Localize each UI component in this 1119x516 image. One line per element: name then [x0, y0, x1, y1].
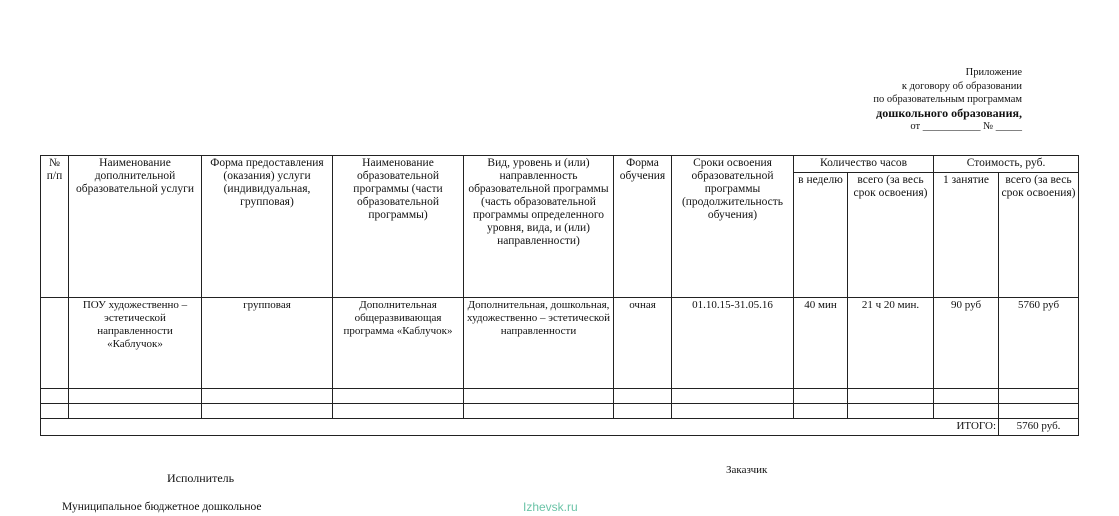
- total-value: 5760 руб.: [999, 419, 1079, 436]
- col-header-number: № п/п: [41, 156, 69, 298]
- cell-study-form: очная: [614, 298, 672, 389]
- customer-label: Заказчик: [726, 464, 768, 476]
- col-header-hours: Количество часов: [794, 156, 934, 173]
- cell-cost-total: 5760 руб: [999, 298, 1079, 389]
- col-header-study-form: Форма обучения: [614, 156, 672, 298]
- services-table: [40, 155, 1079, 436]
- table-row-empty: [41, 404, 1079, 419]
- col-header-terms: Сроки освоения образовательной программы (продолжительность обучения): [672, 156, 794, 298]
- cell-hours-week: 40 мин: [794, 298, 848, 389]
- table-total-row: [41, 419, 1079, 436]
- cell-cost-one: 90 руб: [934, 298, 999, 389]
- col-header-program-kind: Вид, уровень и (или) направленность образовательной программы (часть образовательной программы определенного уровня, вида, и (или) направленности): [464, 156, 614, 298]
- cell-service-form: групповая: [202, 298, 333, 389]
- col-header-program-name: Наименование образовательной программы (части образовательной программы): [333, 156, 464, 298]
- cell-program-name: Дополнительная общеразвивающая программа «Каблучок»: [333, 298, 464, 389]
- appendix-programs-ref: по образовательным программам: [873, 94, 1022, 105]
- executor-organization: Муниципальное бюджетное дошкольное: [62, 501, 262, 513]
- appendix-date-number: от ___________ № _____: [910, 121, 1022, 132]
- cell-number: [41, 298, 69, 389]
- cell-program-kind: Дополнительная, дошкольная, художественно – эстетической направленности: [464, 298, 614, 389]
- col-header-cost: Стоимость, руб.: [934, 156, 1079, 173]
- appendix-education-level: дошкольного образования,: [876, 105, 1022, 120]
- col-header-cost-one: 1 занятие: [934, 173, 999, 298]
- cell-terms: 01.10.15-31.05.16: [672, 298, 794, 389]
- appendix-contract-ref: к договору об образовании: [901, 80, 1022, 92]
- executor-label: Исполнитель: [167, 471, 235, 485]
- site-watermark: Izhevsk.ru: [523, 500, 578, 514]
- table-row: [41, 298, 1079, 389]
- col-header-hours-week: в неделю: [794, 173, 848, 298]
- col-header-service-form: Форма предоставления (оказания) услуги (индивидуальная, групповая): [202, 156, 333, 298]
- cell-hours-total: 21 ч 20 мин.: [848, 298, 934, 389]
- total-label: ИТОГО:: [41, 419, 999, 436]
- cell-service-name: ПОУ художественно – эстетической направленности «Каблучок»: [69, 298, 202, 389]
- col-header-hours-total: всего (за весь срок освоения): [848, 173, 934, 298]
- col-header-service-name: Наименование дополнительной образовательной услуги: [69, 156, 202, 298]
- contract-appendix-header: [873, 66, 1022, 134]
- col-header-cost-total: всего (за весь срок освоения): [999, 173, 1079, 298]
- table-row-empty: [41, 389, 1079, 404]
- appendix-title: Приложение: [965, 67, 1022, 78]
